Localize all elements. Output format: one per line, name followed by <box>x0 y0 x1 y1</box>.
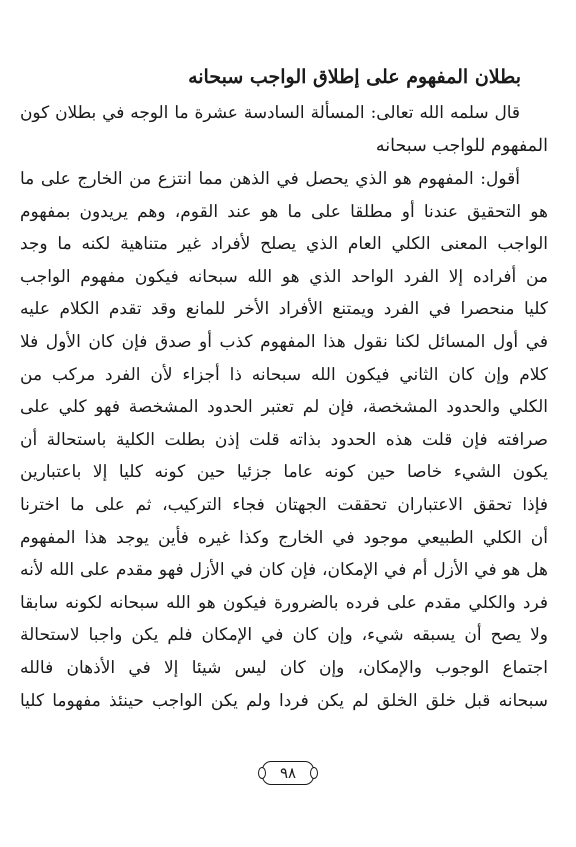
answer-line: كلام وإن كان الثاني فيكون الله سبحانه ذا أجزاء لأن الفرد مركب من <box>20 364 548 385</box>
section-heading: بطلان المفهوم على إطلاق الواجب سبحانه <box>188 66 521 88</box>
answer-line: في أول المسائل لكنا نقول هذا المفهوم كذب أو صدق فإن كان الأول فلا <box>20 331 548 352</box>
answer-line: أقول: المفهوم هو الذي يحصل في الذهن مما انتزع من الخارج على ما <box>20 169 520 189</box>
question-line-1: قال سلمه الله تعالى: المسألة السادسة عشرة ما الوجه في بطلان كون <box>20 102 520 122</box>
answer-line: أن الكلي الطبيعي موجود في الخارج وكذا غيره فأين يوجد هذا المفهوم <box>20 527 548 548</box>
answer-line: صرافته فإن قلت هذه الحدود بذاته قلت إذن بطلت الكلية باستحالة أن <box>20 429 548 450</box>
answer-line: فرد والكلي مقدم على فرده بالضرورة فيكون هو الله سبحانه لكونه سابقا <box>20 592 548 613</box>
answer-line: سبحانه قبل خلق الخلق لم يكن فردا ولم يكن الواجب حينئذ مفهوما كليا <box>20 690 548 711</box>
answer-line: الكلي والحدود المشخصة، فإن لم تعتبر الحدود المشخصة فهو كلي على <box>20 397 548 418</box>
question-line-2: المفهوم للواجب سبحانه <box>375 136 548 156</box>
answer-line: كليا منحصرا في الفرد ويمتنع الأفراد الأخر للمانع وقد تقدم الكلام عليه <box>20 299 548 320</box>
answer-line: من أفراده إلا الفرد الواحد الذي هو الله سبحانه فيكون مفهوم الواجب <box>20 266 548 287</box>
answer-paragraph <box>20 163 548 717</box>
answer-line: هل هو في الأزل أم في الإمكان، فإن كان في الأزل فهو مقدم على الله لأنه <box>20 560 548 581</box>
answer-line: اجتماع الوجوب والإمكان، وإن كان ليس شيئا إلا في الأذهان فالله <box>20 657 548 678</box>
answer-line: هو التحقيق عندنا أو مطلقا على ما هو عند القوم، وهم يريدون بمفهوم <box>20 201 548 222</box>
page-number: ٩٨ <box>262 761 314 785</box>
answer-line: فإذا تحقق الاعتباران تحققت الجهتان فجاء التركيب، ثم على ما اخترنا <box>20 494 548 515</box>
answer-line: يكون الشيء خاصا حين كونه عاما جزئيا حين كونه كليا إلا باعتبارين <box>20 462 548 483</box>
answer-line: ولا يصح أن يسبقه شيء، وإن كان في الإمكان فلم يكن واجبا لاستحالة <box>20 625 548 646</box>
answer-line: الواجب المعنى الكلي العام الذي يصلح لأفراد غير متناهية لكنه ما وجد <box>20 234 548 255</box>
question-paragraph <box>20 95 548 163</box>
